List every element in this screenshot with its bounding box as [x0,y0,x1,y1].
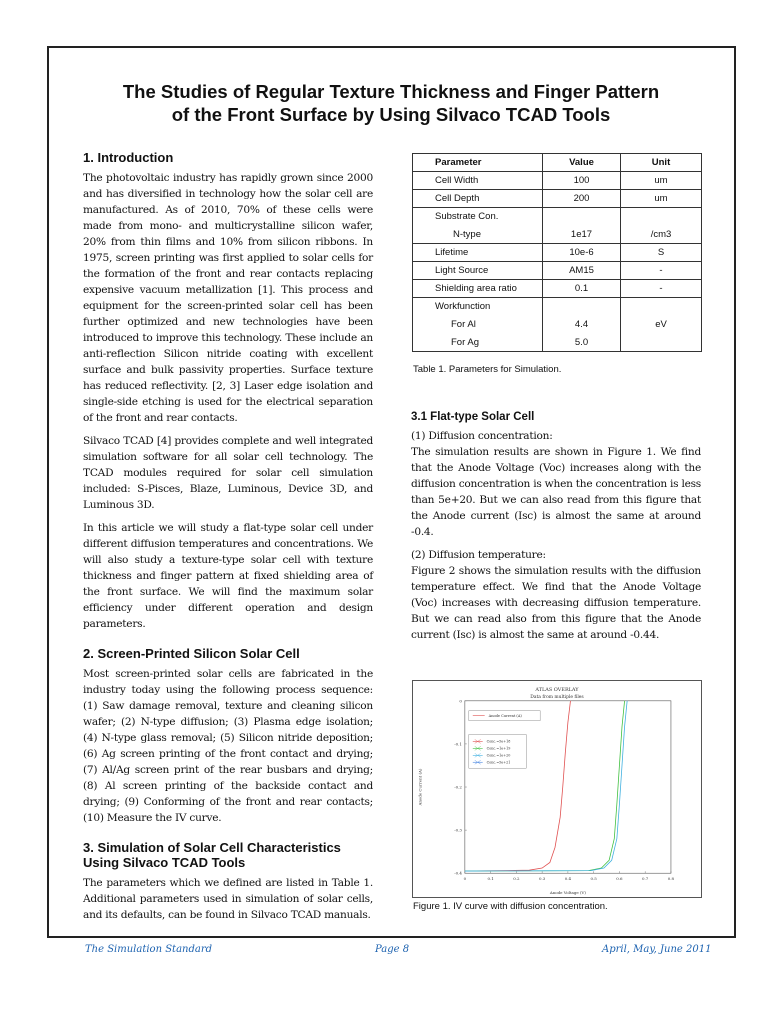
intro-paragraph-1: The photovoltaic industry has rapidly grown since 2000 and has diversified in technology how the solar cell are manufactured. As of 2010, 70% of these cells were made from mono- and multicrystalline silicon wafer, 20% from thin films and 10% from silicon ribbons. In 1975, screen printing was first applied to solar cells for the formation of the front and rear contacts replacing expensive vacuum metallization [1]. This process and equipment for the screen-printed solar cell has been further optimized and new technologies have been introduced to improve this technology. These include an anti-reflection Silicon nitride coating with excellent surface and bulk passivity properties. Surface texture has reduced reflectivity. [2, 3] Laser edge isolation and single-side etching is used for the electrical separation of the front and rear contacts. [83,172,373,424]
table-cell: 1e17 [543,226,621,244]
intro-paragraph-3: In this article we will study a flat-type solar cell under different diffusion temperatures and concentrations. We will also study a texture-type solar cell with texture thickness and finger pattern at fixed shielding area of the front surface. We will find the maximum solar efficiency under different operation and design parameters. [83,522,373,630]
section-3-paragraph: The parameters which we defined are listed in Table 1. Additional parameters used in simulation of solar cells, and its defaults, can be found in Silvaco TCAD manuals. [83,877,373,921]
x-tick-label: 0.6 [616,876,623,882]
subsection-2-label: (2) Diffusion temperature: [411,549,546,561]
table-row [413,334,702,352]
legend-label: Conc.=5e+21 [486,760,511,765]
table-cell: For Ag [413,334,543,352]
x-tick-label: 0.8 [667,876,675,882]
table-row [413,190,702,208]
footer-publication: The Simulation Standard [85,944,213,955]
iv-curve-figure [412,680,702,898]
table-cell: 4.4 [543,316,621,334]
parameters-table [412,153,702,352]
table-row [413,262,702,280]
legend-label: Anode Current (A) [488,714,522,719]
legend-label: Conc.=1e+19 [486,746,511,751]
table-cell: - [621,262,702,280]
subsection-1-label: (1) Diffusion concentration: [411,430,553,442]
x-tick-label: 0.7 [642,876,649,882]
table-cell: Workfunction [413,298,543,316]
x-tick-label: 0.3 [538,876,546,882]
section-3-heading: 3. Simulation of Solar Cell Characteristics Using Silvaco TCAD Tools [83,840,341,870]
x-tick-label: 0 [463,876,467,882]
table-cell: 5.0 [543,334,621,352]
legend-label: Conc.=5e+18 [486,739,511,744]
section-3-1-heading: 3.1 Flat-type Solar Cell [411,411,535,423]
subsection-2-paragraph: Figure 2 shows the simulation results with the diffusion temperature effect. We find that the Anode Voltage (Voc) increases with decreasing diffusion temperature. But we can read also from this figure that the Anode current (Isc) is almost the same at around -0.44. [411,565,701,641]
article-title [60,80,722,126]
table-cell: Lifetime [413,244,543,262]
table-cell: S [621,244,702,262]
figure-caption: Figure 1. IV curve with diffusion concentration. [413,901,608,912]
table-cell [621,298,702,316]
y-tick-label: 0 [459,698,462,704]
right-column [411,410,701,650]
table-cell [543,208,621,226]
table-cell: Light Source [413,262,543,280]
title-line-1: The Studies of Regular Texture Thickness and Finger Pattern [122,81,660,102]
x-tick-label: 0.2 [513,876,520,882]
table-cell: 200 [543,190,621,208]
table-row [413,208,702,226]
footer-date: April, May, June 2011 [602,944,712,955]
title-line-2: of the Front Surface by Using Silvaco TCAD Tools [171,104,611,125]
table-cell: For Al [413,316,543,334]
y-tick-label: -0.2 [454,784,462,790]
table-cell [543,298,621,316]
table-cell: um [621,172,702,190]
table-cell [621,334,702,352]
chart-title: ATLAS OVERLAY [535,686,579,693]
x-tick-label: 0.5 [590,876,597,882]
table-cell: AM15 [543,262,621,280]
table-row [413,280,702,298]
table-header: Value [543,154,621,172]
section-2-heading: 2. Screen-Printed Silicon Solar Cell [83,646,300,661]
table-cell: 0.1 [543,280,621,298]
table-cell: - [621,280,702,298]
table-cell: Shielding area ratio [413,280,543,298]
table-cell: um [621,190,702,208]
left-column [83,150,373,930]
x-axis-label: Anode Voltage (V) [549,890,586,896]
table-cell: 10e-6 [543,244,621,262]
y-axis-label: Anode Current (A) [417,768,423,806]
table-cell: Substrate Con. [413,208,543,226]
table-row [413,226,702,244]
table-cell [621,208,702,226]
y-tick-label: -0.3 [454,827,462,833]
iv-curve-chart [413,681,701,897]
chart-subtitle: Data from multiple files [530,694,584,700]
table-row [413,316,702,334]
table-caption: Table 1. Parameters for Simulation. [413,364,562,375]
x-tick-label: 0.4 [564,876,572,882]
table-cell: 100 [543,172,621,190]
table-header: Parameter [413,154,543,172]
table-cell: /cm3 [621,226,702,244]
subsection-1-paragraph: The simulation results are shown in Figure 1. We find that the Anode Voltage (Voc) increases along with the diffusion concentration is when the concentration is less than 5e+20. But we can also read from this figure that the Anode current (Isc) is almost the same at around -0.4. [411,446,701,538]
intro-heading: 1. Introduction [83,150,174,165]
x-tick-label: 0.1 [487,876,494,882]
table-cell: Cell Depth [413,190,543,208]
intro-paragraph-2: Silvaco TCAD [4] provides complete and well integrated simulation software for all solar cell technology. The TCAD modules required for solar cell simulation included: S-Pisces, Blaze, Luminous, Device 3D, and Luminous 3D. [83,435,373,511]
table-cell: N-type [413,226,543,244]
table-cell: Cell Width [413,172,543,190]
table-row [413,298,702,316]
footer-page-number: Page 8 [375,944,410,955]
table-header-row [413,154,702,172]
y-tick-label: -0.1 [454,741,462,747]
table-row [413,172,702,190]
legend-label: Conc.=1e+20 [486,753,511,758]
section-2-paragraph: Most screen-printed solar cells are fabricated in the industry today using the following process sequence: (1) Saw damage removal, texture and cleaning silicon wafer; (2) N-type diffusion; (3) Plasma edge isolation; (4) N-type glass removal; (5) Silicon nitride deposition; (6) Ag screen printing of the front contact and drying; (7) Al/Ag screen print of the rear busbars and drying; (8) Al screen printing of the backside contact and drying; (9) Conforming of the front and rear contacts; (10) Measure the IV curve. [83,668,373,824]
table-cell: eV [621,316,702,334]
table-row [413,244,702,262]
y-tick-label: -0.4 [454,870,462,876]
table-header: Unit [621,154,702,172]
